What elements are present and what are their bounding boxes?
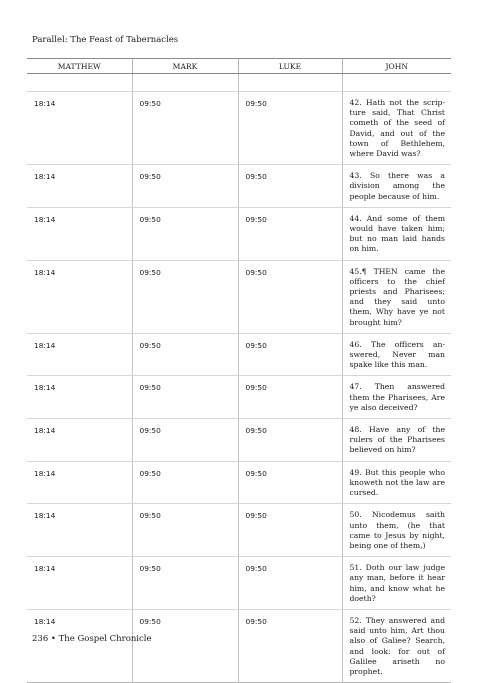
column-header-mark: MARK	[132, 59, 238, 74]
matthew-cell: 18:14	[27, 609, 132, 682]
spacer-cell	[342, 74, 451, 92]
mark-cell: 09:50	[132, 207, 238, 260]
spacer-cell	[27, 74, 132, 92]
matthew-cell: 18:14	[27, 557, 132, 610]
mark-cell: 09:50	[132, 461, 238, 504]
mark-cell: 09:50	[132, 609, 238, 682]
table-row	[27, 504, 451, 557]
luke-cell: 09:50	[238, 609, 342, 682]
table-row	[27, 461, 451, 504]
luke-cell: 09:50	[238, 419, 342, 462]
matthew-cell: 18:14	[27, 165, 132, 208]
matthew-cell: 18:14	[27, 419, 132, 462]
mark-cell: 09:50	[132, 557, 238, 610]
table-row	[27, 260, 451, 333]
john-verse-cell: 51. Doth our law judge any man, before it hear him, and know what he doeth?	[342, 557, 451, 610]
john-verse-cell: 45.¶ THEN came the officers to the chief priests and Pharisees; and they said unto them, Why have ye not brought him?	[342, 260, 451, 333]
luke-cell: 09:50	[238, 557, 342, 610]
luke-cell: 09:50	[238, 207, 342, 260]
table-row	[27, 207, 451, 260]
parallel-table	[27, 58, 451, 683]
john-verse-cell: 43. So there was a division among the people because of him.	[342, 165, 451, 208]
mark-cell: 09:50	[132, 92, 238, 165]
john-verse-cell: 42. Hath not the scrip-ture said, That Christ cometh of the seed of David, and out of the town of Bethlehem, where David was?	[342, 92, 451, 165]
table-row	[27, 557, 451, 610]
spacer-cell	[132, 74, 238, 92]
table-row	[27, 92, 451, 165]
matthew-cell: 18:14	[27, 461, 132, 504]
table-header-row	[27, 59, 451, 74]
matthew-cell: 18:14	[27, 260, 132, 333]
luke-cell: 09:50	[238, 504, 342, 557]
john-verse-cell: 47. Then answered them the Pharisees, Are ye also deceived?	[342, 376, 451, 419]
mark-cell: 09:50	[132, 165, 238, 208]
table-row	[27, 333, 451, 376]
john-verse-cell: 49. But this people who knoweth not the law are cursed.	[342, 461, 451, 504]
mark-cell: 09:50	[132, 333, 238, 376]
luke-cell: 09:50	[238, 260, 342, 333]
table-row	[27, 419, 451, 462]
page-title: Parallel: The Feast of Tabernacles	[32, 35, 179, 45]
column-header-john: JOHN	[342, 59, 451, 74]
matthew-cell: 18:14	[27, 333, 132, 376]
table-row	[27, 165, 451, 208]
mark-cell: 09:50	[132, 504, 238, 557]
mark-cell: 09:50	[132, 260, 238, 333]
luke-cell: 09:50	[238, 376, 342, 419]
matthew-cell: 18:14	[27, 376, 132, 419]
page-footer: 236 • The Gospel Chronicle	[32, 634, 152, 644]
john-verse-cell: 48. Have any of the rulers of the Pharisees believed on him?	[342, 419, 451, 462]
column-header-luke: LUKE	[238, 59, 342, 74]
mark-cell: 09:50	[132, 419, 238, 462]
luke-cell: 09:50	[238, 92, 342, 165]
john-verse-cell: 52. They answered and said unto him, Art thou also of Galiee? Search, and look: for out of Galilee ariseth no prophet.	[342, 609, 451, 682]
spacer-cell	[238, 74, 342, 92]
luke-cell: 09:50	[238, 461, 342, 504]
john-verse-cell: 46. The officers an-swered, Never man spake like this man.	[342, 333, 451, 376]
table-row	[27, 609, 451, 682]
table-row	[27, 376, 451, 419]
luke-cell: 09:50	[238, 165, 342, 208]
matthew-cell: 18:14	[27, 92, 132, 165]
john-verse-cell: 50. Nicodemus saith unto them, (he that came to Jesus by night, being one of them,)	[342, 504, 451, 557]
john-verse-cell: 44. And some of them would have taken him; but no man laid hands on him.	[342, 207, 451, 260]
spacer-row	[27, 74, 451, 92]
luke-cell: 09:50	[238, 333, 342, 376]
matthew-cell: 18:14	[27, 207, 132, 260]
column-header-matthew: MATTHEW	[27, 59, 132, 74]
matthew-cell: 18:14	[27, 504, 132, 557]
mark-cell: 09:50	[132, 376, 238, 419]
